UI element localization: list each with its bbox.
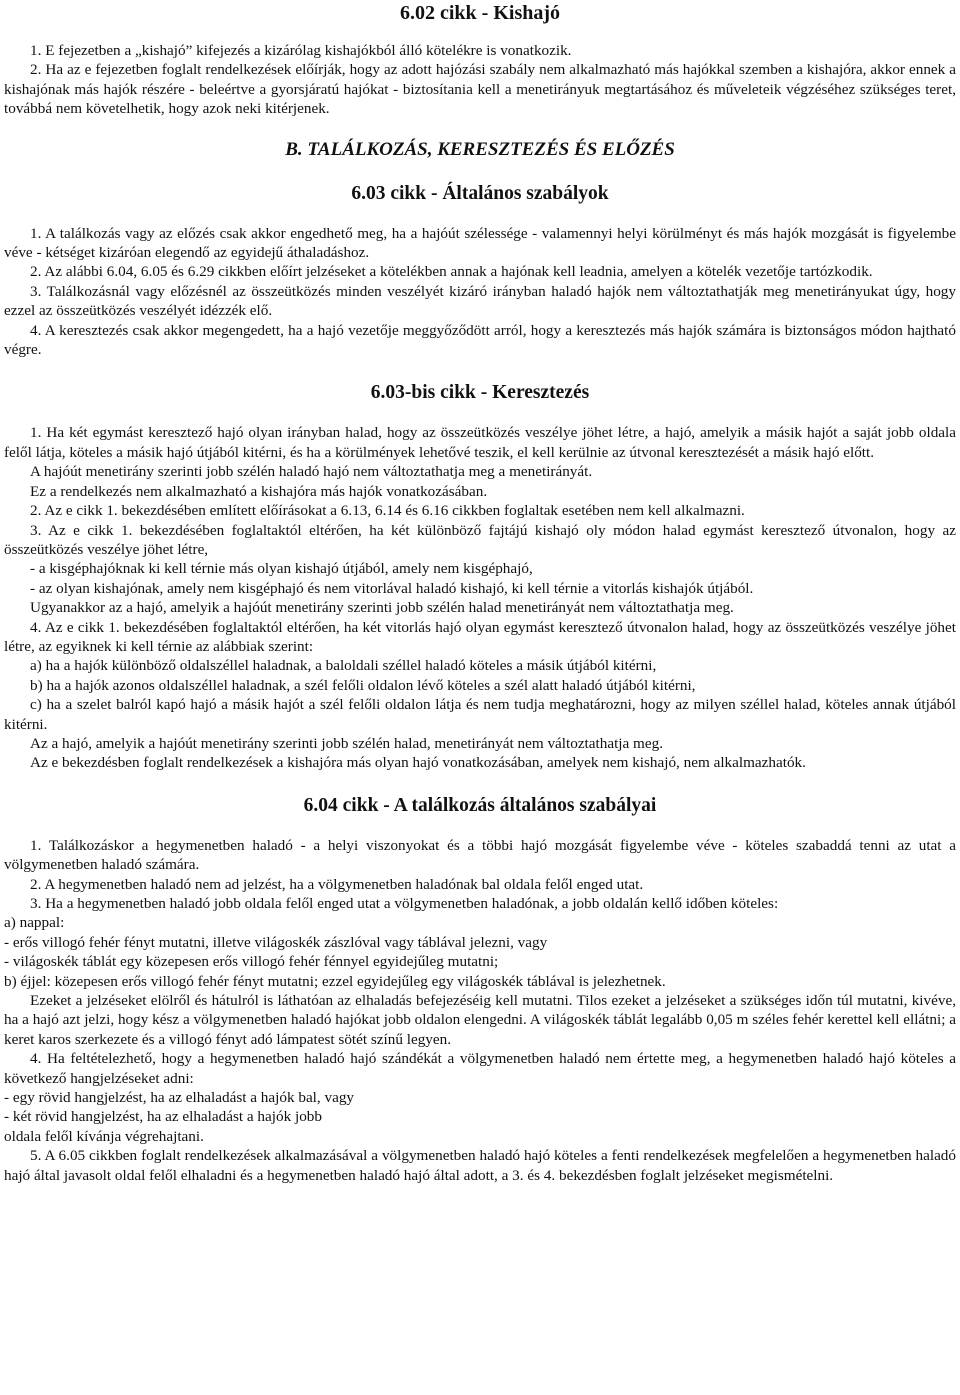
paragraph: 1. Találkozáskor a hegymenetben haladó - a helyi viszonyokat és a többi hajó mozgását figyelembe véve - köteles szabaddá tenni az utat a völgymenetben haladó számára. bbox=[4, 836, 956, 874]
list-item: - erős villogó fehér fényt mutatni, illetve világoskék zászlóval vagy táblával jelezni, vagy bbox=[4, 933, 548, 951]
list-item: a) nappal: bbox=[4, 914, 65, 932]
paragraph: 1. Ha két egymást keresztező hajó olyan irányban halad, hogy az összeütközés veszélye jöhet létre, a hajó, amelyik a másik hajót a saját jobb oldala felől látja, köteles a másik hajó útjából kitérni, és ha a körülmények lehetővé teszik, el kell kerülnie az útvonal keresztezését a másik hajó előtt. bbox=[4, 424, 956, 461]
paragraph: Ez a rendelkezés nem alkalmazható a kishajóra más hajók vonatkozásában. bbox=[30, 482, 488, 500]
list-item: - egy rövid hangjelzést, ha az elhaladást a hajók bal, vagy bbox=[4, 1089, 355, 1107]
part-b-heading: B. TALÁLKOZÁS, KERESZTEZÉS ÉS ELŐZÉS bbox=[285, 138, 675, 160]
paragraph: 2. A hegymenetben haladó nem ad jelzést, ha a völgymenetben haladónak bal oldala felől enged utat. bbox=[30, 875, 644, 893]
paragraph: 2. Az e cikk 1. bekezdésében említett előírásokat a 6.13, 6.14 és 6.16 cikkben foglaltak esetében nem kell alkalmazni. bbox=[30, 502, 745, 520]
paragraph: Ugyanakkor az a hajó, amelyik a hajóút menetirány szerinti jobb szélén halad menetirányát nem változtathatja meg. bbox=[30, 599, 734, 617]
paragraph: 4. A keresztezés csak akkor megengedett, ha a hajó vezetője meggyőződött arról, hogy a keresztezés más hajók számára is biztonságos módon hajtható végre. bbox=[4, 321, 956, 359]
list-item: - az olyan kishajónak, amely nem kisgéphajó és nem vitorlával haladó kishajó, ki kell térnie a vitorlás kishajók útjából. bbox=[30, 579, 754, 597]
list-item: - a kisgéphajóknak ki kell térnie más olyan kishajó útjából, amely nem kisgéphajó, bbox=[30, 560, 533, 578]
paragraph: 4. Az e cikk 1. bekezdésében foglaltaktól eltérően, ha két vitorlás hajó olyan egymást keresztező útvonalon halad, hogy az összeütközés veszélye jöhet létre, az egyiknek ki kell térnie az alábbiak szerint: bbox=[4, 618, 956, 655]
list-item: b) ha a hajók azonos oldalszéllel haladnak, a szél felőli oldalon lévő köteles a szél alatt haladó útjából kitérni, bbox=[30, 676, 696, 694]
paragraph: 3. Találkozásnál vagy előzésnél az összeütközés minden veszélyét kizáró irányban haladó hajók nem változtathatják meg menetirányukat úgy, hogy ezzel az összeütközés veszélyét idézzék elő. bbox=[4, 282, 956, 320]
paragraph: Ezeket a jelzéseket elölről és hátulról is láthatóan az elhaladás befejezéséig kell mutatni. Tilos ezeket a jelzéseket a szükséges időn túl mutatni, kivéve, ha a hajó azt jelzi, hogy kész a völgymenetben haladó hajókat jobb oldalon elengedni. A világoskék táblát legalább 0,05 m széles fehér kerettel kell ellátni; a keret karos szerkezete és a villogó fényt adó lámpatest sötét színű legyen. bbox=[4, 992, 956, 1048]
paragraph: 4. Ha feltételezhető, hogy a hegymenetben haladó hajó szándékát a völgymenetben haladó nem értette meg, a hegymenetben haladó hajó köteles a következő hangjelzéseket adni: bbox=[4, 1050, 956, 1087]
list-item: - világoskék táblát egy közepesen erős villogó fehér fénnyel egyidejűleg mutatni; bbox=[4, 953, 499, 971]
article-6-03-title: 6.03 cikk - Általános szabályok bbox=[351, 182, 609, 204]
paragraph: A hajóút menetirány szerinti jobb szélén haladó hajó nem változtathatja meg a menetirányát. bbox=[30, 463, 593, 481]
paragraph: 1. E fejezetben a „kishajó” kifejezés a kizárólag kishajókból álló kötelékre is vonatkozik. bbox=[30, 42, 572, 59]
article-6-02-title: 6.02 cikk - Kishajó bbox=[399, 2, 561, 24]
article-6-03-bis-title: 6.03-bis cikk - Keresztezés bbox=[370, 382, 590, 404]
paragraph: 5. A 6.05 cikkben foglalt rendelkezések alkalmazásával a völgymenetben haladó hajó köteles a fenti rendelkezések megfelelően a hegymenetben haladó hajó által javasolt oldal felől elhaladni és a hegymenetben haladó hajó által adott, a 3. és 4. bekezdésben foglalt jelzéseket megismételni. bbox=[4, 1147, 956, 1184]
list-item: b) éjjel: közepesen erős villogó fehér fényt mutatni; ezzel egyidejűleg egy világoskék táblával is jelezhetnek. bbox=[4, 972, 666, 990]
list-item: a) ha a hajók különböző oldalszéllel haladnak, a baloldali széllel haladó köteles a másik útjából kitérni, bbox=[30, 657, 657, 675]
list-item: - két rövid hangjelzést, ha az elhaladást a hajók jobb bbox=[4, 1108, 322, 1126]
paragraph: oldala felől kívánja végrehajtani. bbox=[4, 1127, 204, 1145]
paragraph: Az e bekezdésben foglalt rendelkezések a kishajóra más olyan hajó vonatkozásában, amelyek nem kishajó, nem alkalmazhatók. bbox=[30, 754, 806, 772]
paragraph: 3. Ha a hegymenetben haladó jobb oldala felől enged utat a völgymenetben haladónak, a jobb oldalán kellő időben köteles: bbox=[30, 895, 779, 912]
document-page bbox=[4, 1, 956, 1185]
paragraph: 1. A találkozás vagy az előzés csak akkor engedhető meg, ha a hajóút szélessége - valamennyi helyi körülményt és más hajók mozgását is figyelembe véve - kétséget kizáróan elegendő az egyidejű áthaladáshoz. bbox=[4, 224, 956, 262]
paragraph: Az a hajó, amelyik a hajóút menetirány szerinti jobb szélén halad, menetirányát nem változtathatja meg. bbox=[30, 734, 663, 752]
paragraph: 2. Ha az e fejezetben foglalt rendelkezések előírják, hogy az adott hajózási szabály nem alkalmazható más hajókkal szemben a kishajóra, akkor ennek a kishajónak más hajók részére - beleértve a gyorsjáratú hajókat - biztosítania kell a menetirányuk megtartásához és műveleteik végzéséhez szükséges teret, továbbá nem követelhetik, hogy azok neki kitérjenek. bbox=[4, 61, 956, 118]
list-item: c) ha a szelet balról kapó hajó a másik hajót a szél felőli oldalon látja és nem tudja meghatározni, hogy az milyen széllel halad, köteles annak útjából kitérni. bbox=[4, 696, 956, 733]
paragraph: 2. Az alábbi 6.04, 6.05 és 6.29 cikkben előírt jelzéseket a kötelékben annak a hajónak kell leadnia, amelyen a kötelék vezetője tartózkodik. bbox=[30, 263, 873, 281]
paragraph: 3. Az e cikk 1. bekezdésében foglaltaktól eltérően, ha két különböző fajtájú kishajó oly módon halad egymást keresztező útvonalon, hogy az összeütközés veszélye jöhet létre, bbox=[4, 521, 956, 558]
article-6-04-title: 6.04 cikk - A találkozás általános szabályai bbox=[303, 794, 657, 816]
